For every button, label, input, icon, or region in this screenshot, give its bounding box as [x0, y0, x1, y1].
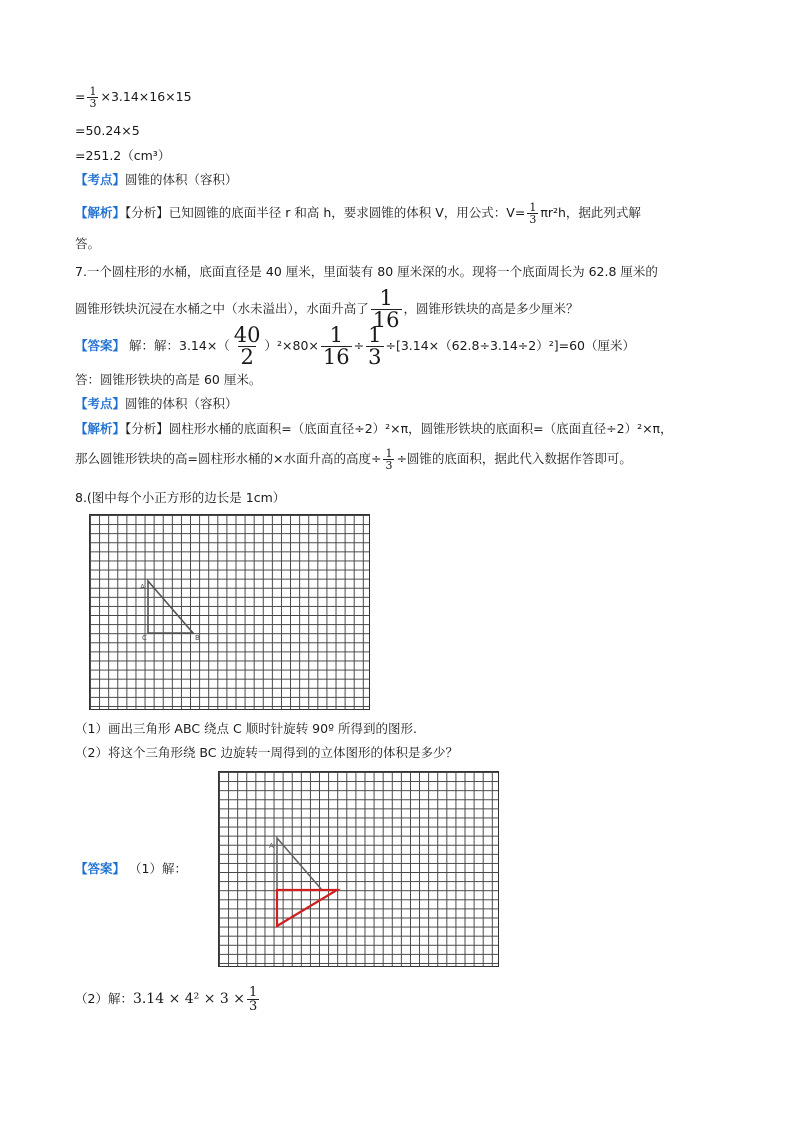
kaodian-7: 【考点】圆锥的体积（容积）: [75, 396, 238, 411]
answer-figure: [219, 772, 498, 966]
q7-line2: 圆锥形铁块沉浸在水桶之中（水未溢出），水面升高了 $\frac{1}{16}$ ，圆锥形铁块的高是多少厘米？: [75, 286, 579, 332]
q8-part2: （2）将这个三角形绕 BC 边旋转一周得到的立体图形的体积是多少？: [75, 745, 458, 760]
calc-line-3: =251.2（cm³）: [75, 148, 171, 163]
fraction: $\frac{1}{3}$: [385, 447, 393, 472]
fraction: $\frac{40}{2}$: [233, 323, 261, 369]
q8-part2-answer: （2）解：3.14 × 4² × 3 × $\frac{1}{3}$: [75, 985, 258, 1014]
jiexi-6-line1: 【解析】【分析】已知圆锥的底面半径 r 和高 h，要求圆锥的体积 V，用公式：V= $\frac{1}{3}$ πr²h，据此列式解: [75, 201, 641, 226]
q7-answer: 【答案】 解：解：3.14×（ $\frac{40}{2}$ ）²×80× $\frac{1}{16}$ ÷ $\frac{1}{3}$ ÷[3.14×（62.8÷3.14÷2）²]=60（厘米）: [75, 323, 635, 369]
grid-figure-1: [89, 514, 370, 710]
label-a: A: [140, 583, 145, 591]
fraction: $\frac{1}{16}$: [372, 286, 400, 332]
fraction: $\frac{1}{3}$: [89, 85, 97, 110]
triangle-original: [277, 838, 322, 890]
fraction: $\frac{1}{16}$: [322, 323, 350, 369]
triangle-abc: [90, 515, 369, 709]
kaodian-6: 【考点】圆锥的体积（容积）: [75, 172, 238, 187]
fraction: $\frac{1}{3}$: [368, 323, 382, 369]
label-a: A: [269, 842, 274, 850]
jiexi-7-line1: 【解析】【分析】圆柱形水桶的底面积=（底面直径÷2）²×π，圆锥形铁块的底面积=（底面直径÷2）²×π，: [75, 421, 673, 436]
jiexi-tag: 【解析】: [75, 205, 126, 220]
grid-figure-2: [218, 771, 499, 967]
q8-part1: （1）画出三角形 ABC 绕点 C 顺时针旋转 90º 所得到的图形.: [75, 721, 417, 736]
label-b: B: [195, 634, 200, 642]
calc-line-2: =50.24×5: [75, 123, 140, 138]
kaodian-tag: 【考点】: [75, 396, 126, 411]
jiexi-7-line2: 那么圆锥形铁块的高=圆柱形水桶的×水面升高的高度÷ $\frac{1}{3}$ ÷圆锥的底面积，据此代入数据作答即可。: [75, 447, 632, 472]
q7-line1: 7.一个圆柱形的水桶，底面直径是 40 厘米，里面装有 80 厘米深的水。现将一个底面周长为 62.8 厘米的: [75, 264, 658, 279]
jiexi-tag: 【解析】: [75, 421, 126, 436]
label-c: C: [142, 634, 147, 642]
triangle-rotated: [277, 890, 337, 926]
answer-tag: 【答案】: [75, 861, 126, 876]
jiexi-6-line2: 答。: [75, 236, 101, 251]
fraction: $\frac{1}{3}$: [529, 201, 537, 226]
q7-reply: 答：圆锥形铁块的高是 60 厘米。: [75, 372, 262, 387]
fraction: $\frac{1}{3}$: [249, 985, 258, 1014]
q8-title: 8.(图中每个小正方形的边长是 1cm）: [75, 490, 286, 505]
q8-answer: 【答案】 （1）解：: [75, 861, 187, 876]
kaodian-tag: 【考点】: [75, 172, 126, 187]
calc-line-1: = $\frac{1}{3}$ ×3.14×16×15: [75, 85, 192, 110]
answer-tag: 【答案】: [75, 338, 126, 353]
